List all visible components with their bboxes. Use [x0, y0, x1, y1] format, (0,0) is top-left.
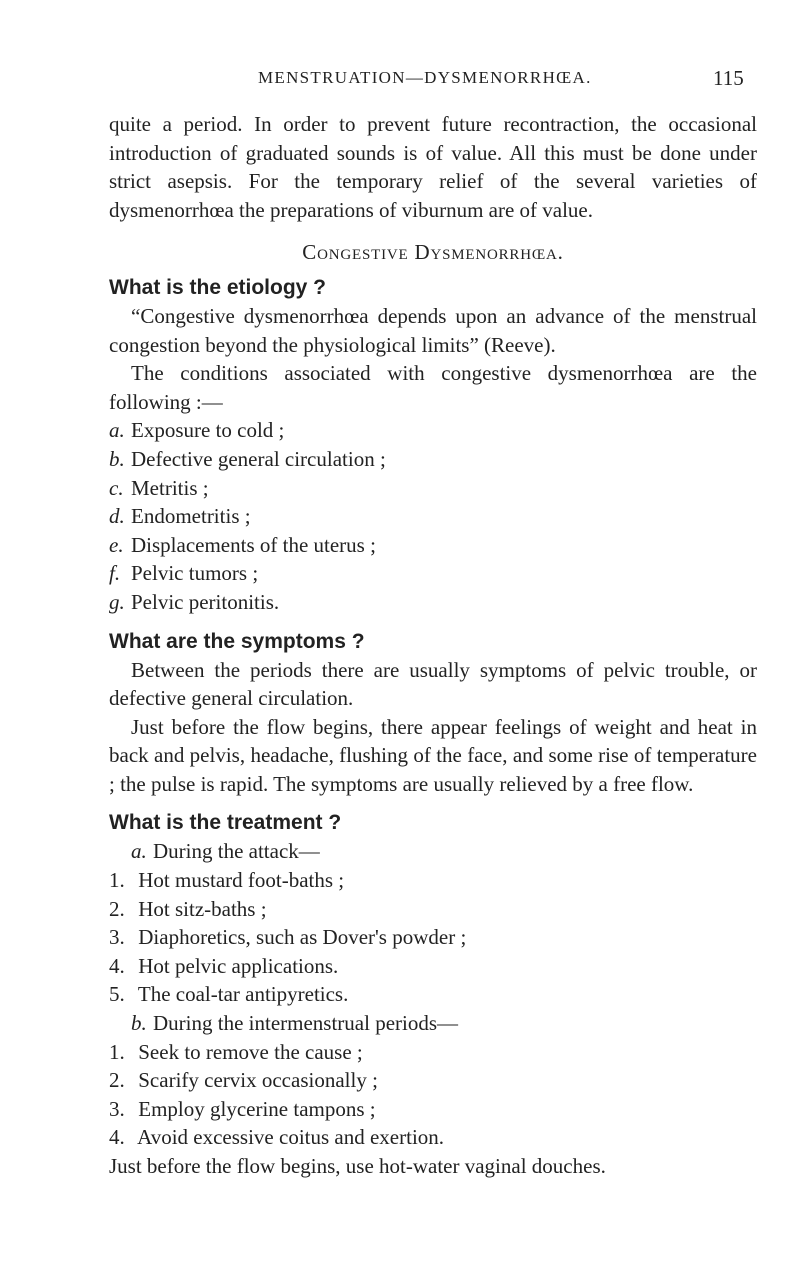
- treatment-group-b-label: During the intermenstrual periods—: [153, 1011, 459, 1036]
- conditions-list: [109, 416, 757, 616]
- list-item-text: Seek to remove the cause ;: [138, 1039, 363, 1064]
- list-number: 2.: [109, 1068, 125, 1093]
- list-item: [109, 923, 757, 952]
- treatment-closing-line: Just before the flow begins, use hot-water vaginal douches.: [109, 1154, 606, 1178]
- list-item-text: Pelvic peritonitis.: [131, 589, 280, 614]
- treatment-group-a-heading: [109, 837, 757, 866]
- list-number: 3.: [109, 1096, 125, 1121]
- list-item-text: Defective general circulation ;: [131, 446, 386, 471]
- running-head: MENSTRUATION—DYSMENORRHŒA.: [258, 68, 592, 87]
- list-item: [109, 588, 757, 617]
- symptoms-paragraph-1: Between the periods there are usually symptoms of pelvic trouble, or defective general circulation.: [109, 657, 757, 711]
- treatment-group-a-label: During the attack—: [153, 839, 320, 864]
- list-item-text: The coal-tar antipyretics.: [137, 982, 349, 1007]
- list-number: 2.: [109, 896, 125, 921]
- list-item-text: Pelvic tumors ;: [131, 561, 259, 586]
- page-number: 115: [713, 66, 744, 90]
- list-number: 5.: [109, 982, 125, 1007]
- list-item: [109, 1066, 757, 1095]
- treatment-group-b-list: [109, 1038, 757, 1152]
- list-item-text: Displacements of the uterus ;: [131, 532, 376, 557]
- intro-paragraph: quite a period. In order to prevent future recontraction, the occasional introduction of graduated sounds is of value. All this must be done under strict asepsis. For the temporary relief of the several varieties of dysmenorrhœa the preparations of viburnum are of value.: [109, 112, 757, 222]
- list-item: [109, 980, 757, 1009]
- list-item: [109, 559, 757, 588]
- list-item: [109, 445, 757, 474]
- list-item-text: Employ glycerine tampons ;: [138, 1096, 376, 1121]
- list-item: [109, 1123, 757, 1152]
- list-marker: e.: [109, 532, 124, 557]
- list-number: 1.: [109, 1039, 125, 1064]
- section-title: Congestive Dysmenorrhœa.: [302, 240, 564, 265]
- treatment-group-a-list: [109, 866, 757, 1009]
- list-item-text: Hot sitz-baths ;: [138, 896, 267, 921]
- list-marker: f.: [109, 561, 121, 586]
- conditions-paragraph: The conditions associated with congestive dysmenorrhœa are the following :—: [109, 361, 757, 414]
- symptoms-paragraph-2: Just before the flow begins, there appear feelings of weight and heat in back and pelvis, headache, flushing of the face, and some rise of temperature ; the pulse is rapid. The symptoms are usually relieved by a free flow.: [109, 714, 757, 796]
- etiology-question: What is the etiology ?: [109, 275, 327, 299]
- list-item-text: Hot pelvic applications.: [138, 953, 339, 978]
- list-item: [109, 502, 757, 531]
- list-item-text: Avoid excessive coitus and exertion.: [137, 1125, 445, 1150]
- etiology-quote-paragraph: “Congestive dysmenorrhœa depends upon an advance of the menstrual congestion beyond the physiological limits” (Reeve).: [109, 303, 757, 357]
- list-number: 4.: [109, 1125, 125, 1150]
- list-item-text: Endometritis ;: [131, 504, 251, 529]
- page-body: [109, 110, 757, 1181]
- list-marker: b.: [109, 446, 125, 471]
- list-item: [109, 1038, 757, 1067]
- list-item: [109, 1095, 757, 1124]
- treatment-group-b-heading: [109, 1009, 757, 1038]
- list-item: [109, 416, 757, 445]
- list-item: [109, 895, 757, 924]
- list-marker: g.: [109, 589, 125, 614]
- list-item-text: Metritis ;: [131, 475, 209, 500]
- list-item-text: Scarify cervix occasionally ;: [138, 1068, 378, 1093]
- list-number: 4.: [109, 953, 125, 978]
- list-marker: c.: [109, 475, 124, 500]
- list-marker: a.: [131, 839, 147, 864]
- list-number: 1.: [109, 868, 125, 893]
- list-item-text: Exposure to cold ;: [131, 418, 285, 443]
- list-item: [109, 474, 757, 503]
- list-item-text: Hot mustard foot-baths ;: [138, 868, 345, 893]
- treatment-question: What is the treatment ?: [109, 811, 342, 835]
- list-item-text: Diaphoretics, such as Dover's powder ;: [138, 925, 467, 950]
- list-item: [109, 866, 757, 895]
- list-item: [109, 952, 757, 981]
- symptoms-question: What are the symptoms ?: [109, 629, 365, 653]
- list-marker: b.: [131, 1011, 147, 1036]
- list-item: [109, 531, 757, 560]
- list-marker: d.: [109, 504, 125, 529]
- list-marker: a.: [109, 418, 125, 443]
- list-number: 3.: [109, 925, 125, 950]
